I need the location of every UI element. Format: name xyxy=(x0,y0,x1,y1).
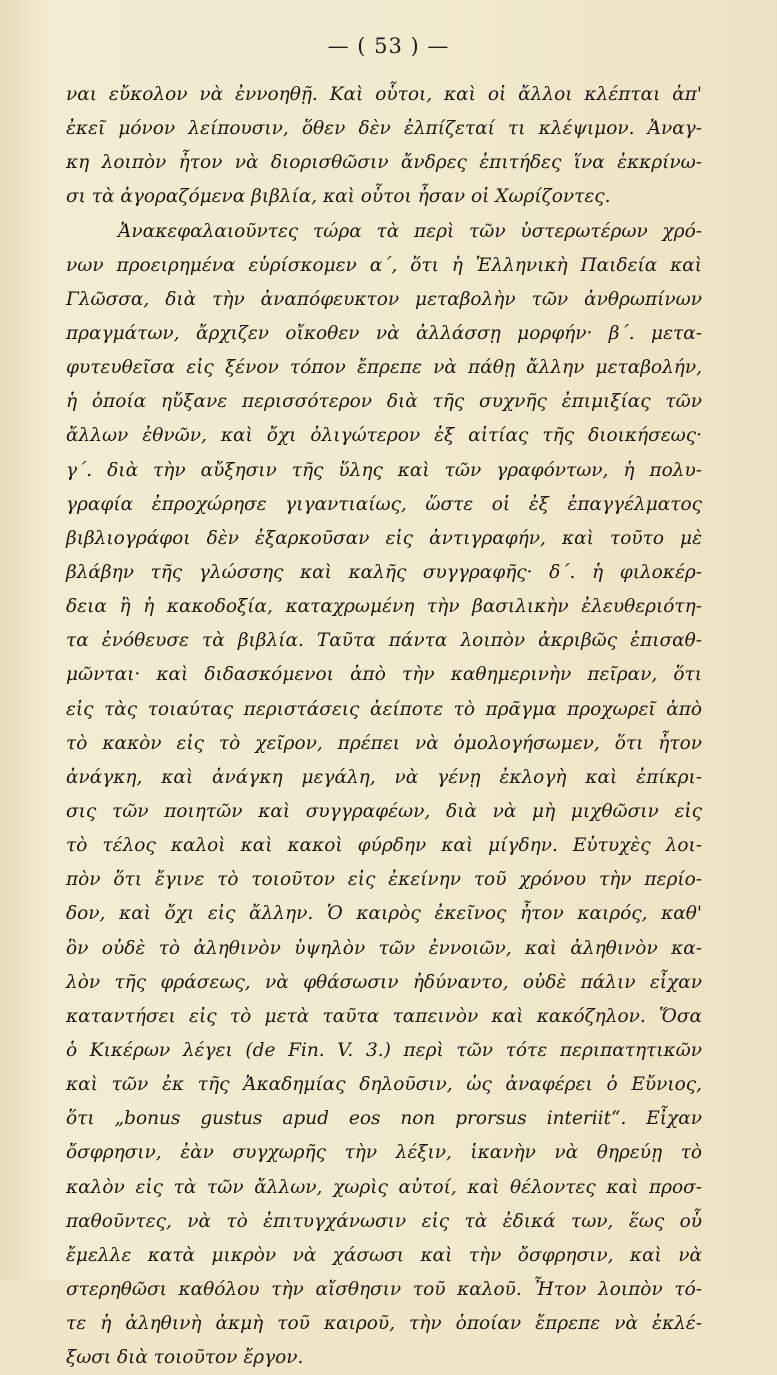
text-line: πραγμάτων, ἄρχιζεν οἴκοθεν νὰ ἀλλάσσῃ μορφήν· β΄. μετα- xyxy=(66,322,702,344)
text-line: παθοῦντες, νὰ τὸ ἐπιτυγχάνωσιν εἰς τὰ ἐδικά των, ἕως οὗ xyxy=(66,1210,702,1232)
text-line: τὸ τέλος καλοὶ καὶ κακοὶ φύρδην καὶ μίγδην. Εὐτυχὲς λοι- xyxy=(66,835,702,857)
text-line: μῶνται· καὶ διδασκόμενοι ἀπὸ τὴν καθημερινὴν πεῖραν, ὅτι xyxy=(66,664,702,686)
body-text xyxy=(66,78,702,1375)
text-line: φυτευθεῖσα εἰς ξένον τόπον ἔπρεπε νὰ πάθῃ ἄλλην μεταβολήν, xyxy=(66,357,702,379)
text-line: ξωσι διὰ τοιοῦτον ἔργον. xyxy=(66,1347,304,1369)
text-line: ἔμελλε κατὰ μικρὸν νὰ χάσωσι καὶ τὴν ὄσφρησιν, καὶ νὰ xyxy=(66,1244,702,1266)
text-line: καλὸν εἰς τὰ τῶν ἄλλων, χωρὶς αὐτοί, καὶ θέλοντες καὶ προσ- xyxy=(66,1176,702,1198)
text-line: ἡ ὁποία ηὔξανε περισσότερον διὰ τῆς συχνῆς ἐπιμιξίας τῶν xyxy=(66,391,702,413)
text-line: λὸν τῆς φράσεως, νὰ φθάσωσιν ἠδύναντο, οὐδὲ πάλιν εἶχαν xyxy=(66,971,702,993)
text-line: Γλῶσσα, διὰ τὴν ἀναπόφευκτον μεταβολὴν τῶν ἀνθρωπίνων xyxy=(66,288,702,310)
text-line: βλάβην τῆς γλώσσης καὶ καλῆς συγγραφῆς· δ΄. ἡ φιλοκέρ- xyxy=(66,561,702,583)
text-line: γραφία ἐπροχώρησε γιγαντιαίως, ὥστε οἱ ἐξ ἐπαγγέλματος xyxy=(66,493,702,515)
text-line: τὸ κακὸν εἰς τὸ χεῖρον, πρέπει νὰ ὁμολογήσωμεν, ὅτι ἦτον xyxy=(66,732,702,754)
text-line: βιβλιογράφοι δὲν ἐξαρκοῦσαν εἰς ἀντιγραφήν, καὶ τοῦτο μὲ xyxy=(66,527,702,549)
text-line: καὶ τῶν ἐκ τῆς Ἀκαδημίας δηλοῦσιν, ὡς ἀναφέρει ὁ Εὔνιος, xyxy=(66,1074,702,1096)
text-line: εἰς τὰς τοιαύτας περιστάσεις ἀείποτε τὸ πρᾶγμα προχωρεῖ ἀπὸ xyxy=(66,698,702,720)
text-line: σι τὰ ἀγοραζόμενα βιβλία, καὶ οὗτοι ἦσαν οἱ Χωρίζοντες. xyxy=(66,186,611,208)
text-line: πὸν ὅτι ἔγινε τὸ τοιοῦτον εἰς ἐκείνην τοῦ χρόνου τὴν περίο- xyxy=(66,869,702,891)
text-line: σις τῶν ποιητῶν καὶ συγγραφέων, διὰ νὰ μὴ μιχθῶσιν εἰς xyxy=(66,800,702,822)
text-line: ὁ Κικέρων λέγει (de Fin. V. 3.) περὶ τῶν τότε περιπατητικῶν xyxy=(66,1039,702,1061)
text-line: δον, καὶ ὄχι εἰς ἄλλην. Ὁ καιρὸς ἐκεῖνος ἦτον καιρός, καθ' xyxy=(66,903,702,925)
text-line: τα ἐνόθευσε τὰ βιβλία. Ταῦτα πάντα λοιπὸν ἀκριβῶς ἐπισαθ- xyxy=(66,630,702,652)
paragraph-start-line: Ἀνακεφαλαιοῦντες τώρα τὰ περὶ τῶν ὑστερωτέρων χρό- xyxy=(118,220,702,242)
text-line: ἄλλων ἐθνῶν, καὶ ὄχι ὀλιγώτερον ἐξ αἰτίας τῆς διοικήσεως· xyxy=(66,425,702,447)
text-line: καταντήσει εἰς τὸ μετὰ ταῦτα ταπεινὸν καὶ κακόζηλον. Ὅσα xyxy=(66,1005,702,1027)
text-line: ὅτι „bonus gustus apud eos non prorsus interiit“. Εἶχαν xyxy=(66,1108,702,1130)
text-line: ὄσφρησιν, ἐὰν συγχωρῆς τὴν λέξιν, ἱκανὴν νὰ θηρεύῃ τὸ xyxy=(66,1142,702,1164)
text-line: κη λοιπὸν ἦτον νὰ διορισθῶσιν ἄνδρες ἐπιτήδες ἵνα ἐκκρίνω- xyxy=(66,152,702,174)
text-line: ἐκεῖ μόνον λείπουσιν, ὅθεν δὲν ἐλπίζεταί τι κλέψιμον. Ἀναγ- xyxy=(66,118,702,140)
page-number: — ( 53 ) — xyxy=(327,34,450,58)
text-line: ἀνάγκη, καὶ ἀνάγκη μεγάλη, νὰ γένῃ ἐκλογὴ καὶ ἐπίκρι- xyxy=(66,766,702,788)
text-line: ὃν οὐδὲ τὸ ἀληθινὸν ὑψηλὸν τῶν ἐννοιῶν, καὶ ἀληθινὸν κα- xyxy=(66,937,702,959)
text-line: γ΄. διὰ τὴν αὔξησιν τῆς ὕλης καὶ τῶν γραφόντων, ἡ πολυ- xyxy=(66,459,702,481)
text-line: στερηθῶσι καθόλου τὴν αἴσθησιν τοῦ καλοῦ. Ἦτον λοιπὸν τό- xyxy=(66,1278,702,1300)
text-line: τε ἡ ἀληθινὴ ἀκμὴ τοῦ καιροῦ, τὴν ὁποίαν ἔπρεπε νὰ ἐκλέ- xyxy=(66,1313,702,1335)
text-line: νων προειρημένα εὑρίσκομεν α΄, ὅτι ἡ Ἑλληνικὴ Παιδεία καὶ xyxy=(66,254,702,276)
text-line: ναι εὔκολον νὰ ἐννοηθῇ. Καὶ οὗτοι, καὶ οἱ ἄλλοι κλέπται ἀπ' xyxy=(66,84,702,105)
text-line: δεια ἢ ἡ κακοδοξία, καταχρωμένη τὴν βασιλικὴν ἐλευθεριότη- xyxy=(66,596,702,618)
